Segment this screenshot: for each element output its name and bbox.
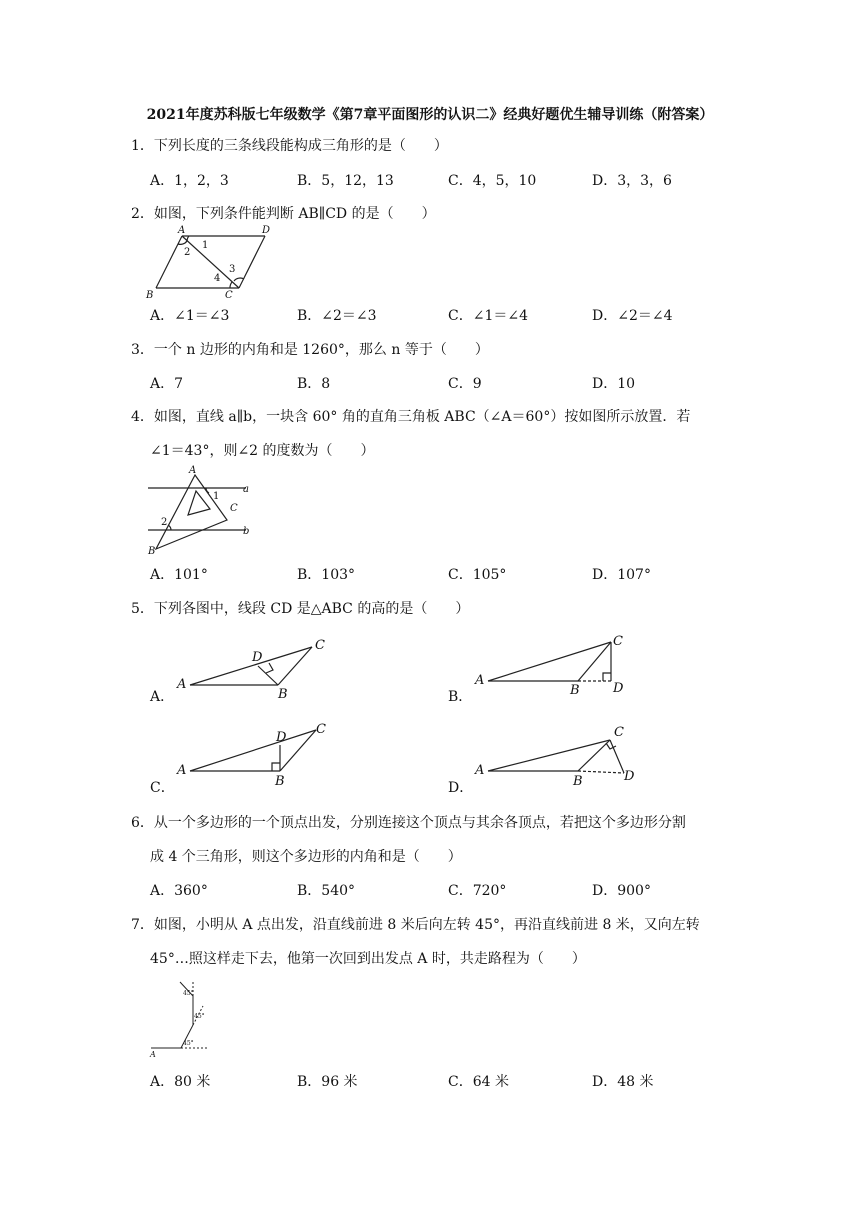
q5d-label-d: D (624, 769, 635, 784)
q4-figure-triangle-parallel-lines (140, 463, 270, 558)
q7-option-d: D．48 米 (592, 1074, 654, 1090)
q5-option-d: D． (448, 780, 474, 796)
q2-option-d: D．∠2＝∠4 (592, 308, 673, 324)
q5b-label-d: D (613, 681, 624, 696)
q4-option-b: B．103° (297, 567, 356, 583)
q5-option-b: B． (448, 689, 473, 705)
q4-label-line-b: b (243, 526, 250, 537)
q7-angle-label-middle: 45° (194, 1013, 205, 1020)
q5b-label-a: A (475, 673, 485, 688)
q5b-label-c: C (613, 634, 623, 649)
q5c-label-d: D (276, 730, 287, 745)
question-4-stem-line1: 4．如图，直线 a∥b，一块含 60° 角的直角三角板 ABC（∠A＝60°）按如图所示放置．若 (131, 409, 691, 425)
q5-figure-a (172, 630, 342, 702)
q5-figure-b (470, 628, 640, 700)
q7-option-c: C．64 米 (448, 1074, 509, 1090)
q4-angle-1: 1 (213, 491, 220, 502)
q5-figure-d (470, 718, 640, 790)
q5d-label-c: C (614, 725, 624, 740)
q4-option-c: C．105° (448, 567, 507, 583)
q4-label-line-a: a (243, 484, 249, 495)
q4-label-b: B (148, 546, 156, 557)
q5d-label-b: B (573, 774, 583, 789)
q1-option-d: D．3，3，6 (592, 173, 672, 189)
q5a-label-d: D (252, 650, 263, 665)
q2-label-c: C (225, 290, 233, 301)
q3-option-a: A．7 (150, 376, 184, 392)
q2-option-a: A．∠1＝∠3 (150, 308, 230, 324)
q4-label-c: C (230, 503, 238, 514)
q2-label-a: A (178, 225, 186, 236)
q1-option-a: A．1，2，3 (150, 173, 229, 189)
q7-angle-label-top: 45° (183, 990, 194, 997)
question-3-stem: 3．一个 n 边形的内角和是 1260°，那么 n 等于（ ） (131, 342, 489, 358)
q5c-label-a: A (177, 763, 187, 778)
question-7-stem-line2: 45°…照这样走下去，他第一次回到出发点 A 时，共走路程为（ ） (150, 951, 586, 967)
q5-option-c: C． (150, 780, 175, 796)
q2-angle-3: 3 (229, 264, 236, 275)
q4-option-a: A．101° (150, 567, 208, 583)
question-5-stem: 5．下列各图中，线段 CD 是△ABC 的高的是（ ） (131, 601, 470, 617)
q5-option-a: A． (150, 689, 175, 705)
q5c-label-b: B (275, 774, 285, 789)
q2-label-b: B (146, 290, 154, 301)
question-1-stem: 1．下列长度的三条线段能构成三角形的是（ ） (131, 138, 448, 154)
q4-angle-2: 2 (161, 517, 168, 528)
q7-option-b: B．96 米 (297, 1074, 358, 1090)
q4-label-a: A (189, 465, 197, 476)
q5-figure-c (172, 718, 342, 790)
q3-option-d: D．10 (592, 376, 636, 392)
q5a-label-c: C (315, 638, 325, 653)
question-7-stem-line1: 7．如图，小明从 A 点出发，沿直线前进 8 米后向左转 45°，再沿直线前进 8 米，又向左转 (131, 917, 700, 933)
q7-angle-label-bottom: 45° (183, 1040, 194, 1047)
document-title: 2021年度苏科版七年级数学《第7章平面图形的认识二》经典好题优生辅导训练（附答案） (146, 107, 714, 123)
q2-angle-1: 1 (202, 240, 209, 251)
q5a-label-a: A (177, 677, 187, 692)
q7-figure-walking-path (145, 978, 215, 1060)
q5b-label-b: B (570, 683, 580, 698)
question-4-stem-line2: ∠1＝43°，则∠2 的度数为（ ） (150, 443, 375, 459)
q2-angle-4: 4 (214, 273, 221, 284)
q2-label-d: D (262, 225, 271, 236)
q5c-label-c: C (316, 722, 326, 737)
q2-angle-2: 2 (184, 247, 191, 258)
question-6-stem-line2: 成 4 个三角形，则这个多边形的内角和是（ ） (150, 849, 462, 865)
q5a-label-b: B (278, 687, 288, 702)
q7-option-a: A．80 米 (150, 1074, 211, 1090)
q6-option-c: C．720° (448, 883, 507, 899)
q6-option-b: B．540° (297, 883, 356, 899)
q3-option-c: C．9 (448, 376, 482, 392)
question-2-stem: 2．如图，下列条件能判断 AB∥CD 的是（ ） (131, 206, 436, 222)
q2-figure-parallelogram (140, 222, 280, 302)
q7-label-a: A (150, 1050, 156, 1059)
q6-option-a: A．360° (150, 883, 208, 899)
question-6-stem-line1: 6．从一个多边形的一个顶点出发，分别连接这个顶点与其余各顶点，若把这个多边形分割 (131, 815, 686, 831)
q4-option-d: D．107° (592, 567, 651, 583)
q2-option-c: C．∠1＝∠4 (448, 308, 528, 324)
q3-option-b: B．8 (297, 376, 331, 392)
q2-option-b: B．∠2＝∠3 (297, 308, 377, 324)
q1-option-b: B．5，12，13 (297, 173, 394, 189)
q5d-label-a: A (475, 763, 485, 778)
q6-option-d: D．900° (592, 883, 651, 899)
q1-option-c: C．4，5，10 (448, 173, 537, 189)
